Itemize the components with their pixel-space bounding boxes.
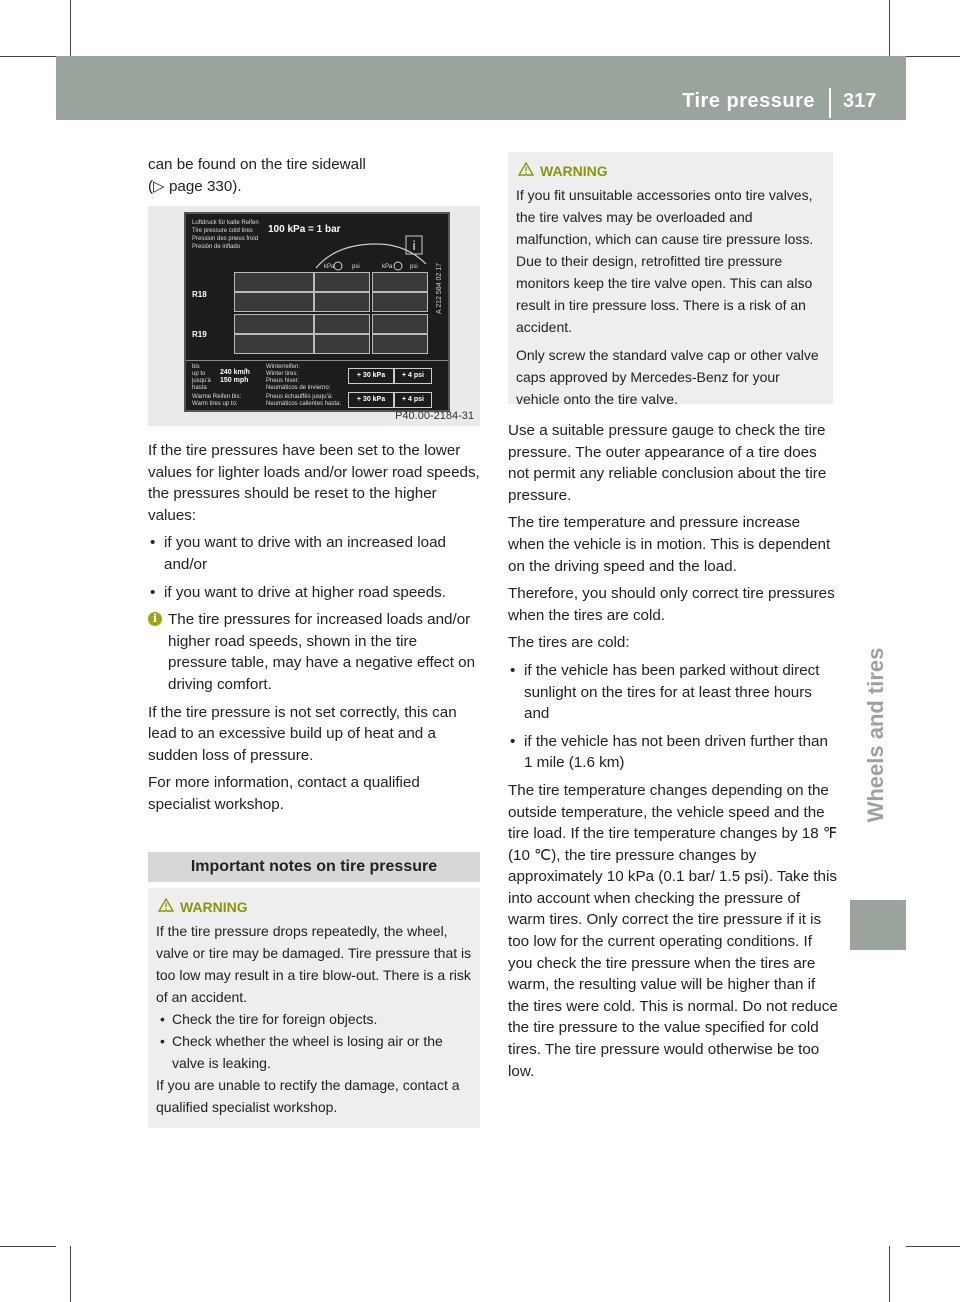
bullet-icon: • <box>150 534 156 552</box>
speed-value: 240 km/h <box>220 369 250 376</box>
pressure-cell <box>314 292 370 312</box>
pressure-cell <box>372 314 428 334</box>
list-item-text: if you want to drive at higher road speeds. <box>164 583 446 601</box>
bullet-icon: • <box>150 583 156 601</box>
left-intro <box>148 154 480 197</box>
bullet-icon: • <box>160 1033 165 1049</box>
list-item <box>156 1030 472 1074</box>
warning-box <box>508 152 833 407</box>
warning-title: WARNING <box>156 896 472 918</box>
bullet-icon: • <box>510 732 516 750</box>
winter-label: Neumáticos de invierno: <box>266 385 331 391</box>
list-item <box>148 532 480 575</box>
list-item <box>508 731 838 774</box>
warning-text: If the tire pressure drops repeatedly, the wheel, valve or tire may be damaged. Tire pressure that is too low may result in a tire blow-out. There is a risk of an accident. <box>156 923 472 1005</box>
warning-triangle-icon <box>518 162 534 176</box>
warm-tire-label: Warme Reifen bis: <box>192 394 242 400</box>
pressure-cell <box>314 272 370 292</box>
winter-label: Winterreifen: <box>266 364 301 370</box>
crop-mark <box>906 56 960 57</box>
warning-triangle-icon <box>158 898 174 912</box>
pressure-cell <box>234 314 314 334</box>
figure-code: P40.00-2184-31 <box>395 410 474 422</box>
section-heading: Important notes on tire pressure <box>148 852 480 882</box>
label-lang-line: Presión de inflado <box>192 244 241 250</box>
list-item-text: if the vehicle has not been driven further than 1 mile (1.6 km) <box>524 732 828 772</box>
pressure-cell <box>234 272 314 292</box>
warning-title: WARNING <box>516 160 825 182</box>
speed-value: 150 mph <box>220 377 249 384</box>
speed-label: jusqu'à <box>192 378 211 384</box>
info-note <box>148 609 480 695</box>
right-body <box>508 420 838 1088</box>
paragraph: Use a suitable pressure gauge to check the tire pressure. The outer appearance of a tire does not permit any reliable conclusion about the tire pressure. <box>508 422 827 504</box>
crop-mark <box>70 0 71 56</box>
paragraph: The tires are cold: <box>508 634 630 652</box>
winter-label: Pneus hiver: <box>266 378 300 384</box>
paragraph: The tire temperature and pressure increase when the vehicle is in motion. This is dependent on the driving speed and the load. <box>508 514 831 575</box>
paragraph: If the tire pressure is not set correctly, this can lead to an excessive build up of heat and a sudden loss of pressure. <box>148 703 457 764</box>
crop-mark <box>0 56 56 57</box>
svg-text:i: i <box>412 239 416 253</box>
speed-label: bis <box>192 364 200 370</box>
bullet-icon: • <box>510 661 516 679</box>
tire-pressure-label <box>184 212 450 412</box>
warning-text: If you fit unsuitable accessories onto tire valves, the tire valves may be overloaded and malfunction, which can cause tire pressure loss. Due to their design, retrofitted tire pressure monitors keep the tire valve open. This can also result in tire pressure loss. There is a risk of an accident. <box>516 187 814 335</box>
warning-text: If you are unable to rectify the damage, contact a qualified specialist workshop. <box>156 1077 460 1115</box>
chapter-tab-label: Wheels and tires <box>863 647 888 823</box>
col-unit: kPa <box>382 264 393 270</box>
info-note-text: The tire pressures for increased loads and/or higher road speeds, shown in the tire pressure table, may have a negative effect on driving comfort. <box>168 611 476 693</box>
label-lang-line: Pression des pneus froid <box>192 236 259 242</box>
left-body <box>148 440 480 822</box>
page-number: 317 <box>843 90 877 112</box>
crop-mark <box>889 0 890 56</box>
paragraph: Therefore, you should only correct tire pressures when the tires are cold. <box>508 585 835 624</box>
intro-line: can be found on the tire sidewall <box>148 156 366 173</box>
paragraph: For more information, contact a qualified specialist workshop. <box>148 774 420 813</box>
row-label-r18: R18 <box>192 290 207 299</box>
chapter-tab-marker <box>850 900 906 950</box>
add-psi-box: + 4 psi <box>394 392 432 408</box>
page-title: Tire pressure <box>682 90 815 112</box>
warning-text: Only screw the standard valve cap or other valve caps approved by Mercedes-Benz for your vehicle onto the tire valve. <box>516 347 819 407</box>
crop-mark <box>0 1246 56 1247</box>
crop-mark <box>70 1246 71 1302</box>
list-item <box>508 660 838 725</box>
pressure-cell <box>372 292 428 312</box>
page-reference-link[interactable]: (▷ page 330). <box>148 177 242 195</box>
paragraph: The tire temperature changes depending on the outside temperature, the vehicle speed and the tire load. If the tire temperature changes by 18 ℉ (10 ℃), the tire pressure changes by approximately 10 kPa (0.1 bar/ 1.5 psi). Take this into account when checking the pressure of warm tires. Only correct the tire pressure if it is too low for the current operating conditions. If you check the tire pressure when the tires are warm, the resulting value will be higher than if the tires were cold. This is normal. Do not reduce the tire pressure to the value specified for cold tires. The tire pressure would otherwise be too low. <box>508 781 838 1080</box>
col-unit: psi <box>352 264 360 270</box>
col-unit: kPa <box>324 264 335 270</box>
add-kpa-box: + 30 kPa <box>348 368 394 384</box>
row-label-r19: R19 <box>192 330 207 339</box>
list-item <box>148 582 480 604</box>
list-item-text: if you want to drive with an increased load and/or <box>164 534 446 573</box>
speed-label: hasta <box>192 385 207 391</box>
col-unit: psi <box>410 264 418 270</box>
paragraph: If the tire pressures have been set to the lower values for lighter loads and/or lower road speeds, the pressures should be reset to the higher values: <box>148 442 480 524</box>
label-lang-line: Luftdruck für kalte Reifen <box>192 220 259 226</box>
label-lang-line: Tire pressure cold tires <box>192 228 253 234</box>
list-item-text: if the vehicle has been parked without direct sunlight on the tires for at least three hours and <box>524 661 820 723</box>
speed-label: up to <box>192 371 206 377</box>
warm-tire-label: Warm tires up to: <box>192 401 238 407</box>
add-psi-box: + 4 psi <box>394 368 432 384</box>
bullet-icon: • <box>160 1011 165 1027</box>
crop-mark <box>889 1246 890 1302</box>
list-item-text: Check whether the wheel is losing air or the valve is leaking. <box>172 1033 443 1071</box>
tire-pressure-label-figure <box>148 206 480 426</box>
warm-tire-label: Pneus échauffés jusqu'à: <box>266 394 333 400</box>
add-kpa-box: + 30 kPa <box>348 392 394 408</box>
pressure-cell <box>234 334 314 354</box>
part-number: A 212 584 02 17 <box>436 263 443 314</box>
pressure-cell <box>372 272 428 292</box>
header-separator <box>829 88 831 118</box>
winter-label: Winter tires: <box>266 371 299 377</box>
pressure-cell <box>234 292 314 312</box>
conversion-text: 100 kPa = 1 bar <box>268 224 341 235</box>
warm-tire-label: Neumáticos calientes hasta: <box>266 401 342 407</box>
crop-mark <box>906 1246 960 1247</box>
warning-box <box>148 888 480 1128</box>
pressure-cell <box>314 334 370 354</box>
list-item-text: Check the tire for foreign objects. <box>172 1011 378 1027</box>
info-icon: i <box>148 612 162 626</box>
list-item <box>156 1008 472 1030</box>
pressure-cell <box>372 334 428 354</box>
pressure-cell <box>314 314 370 334</box>
